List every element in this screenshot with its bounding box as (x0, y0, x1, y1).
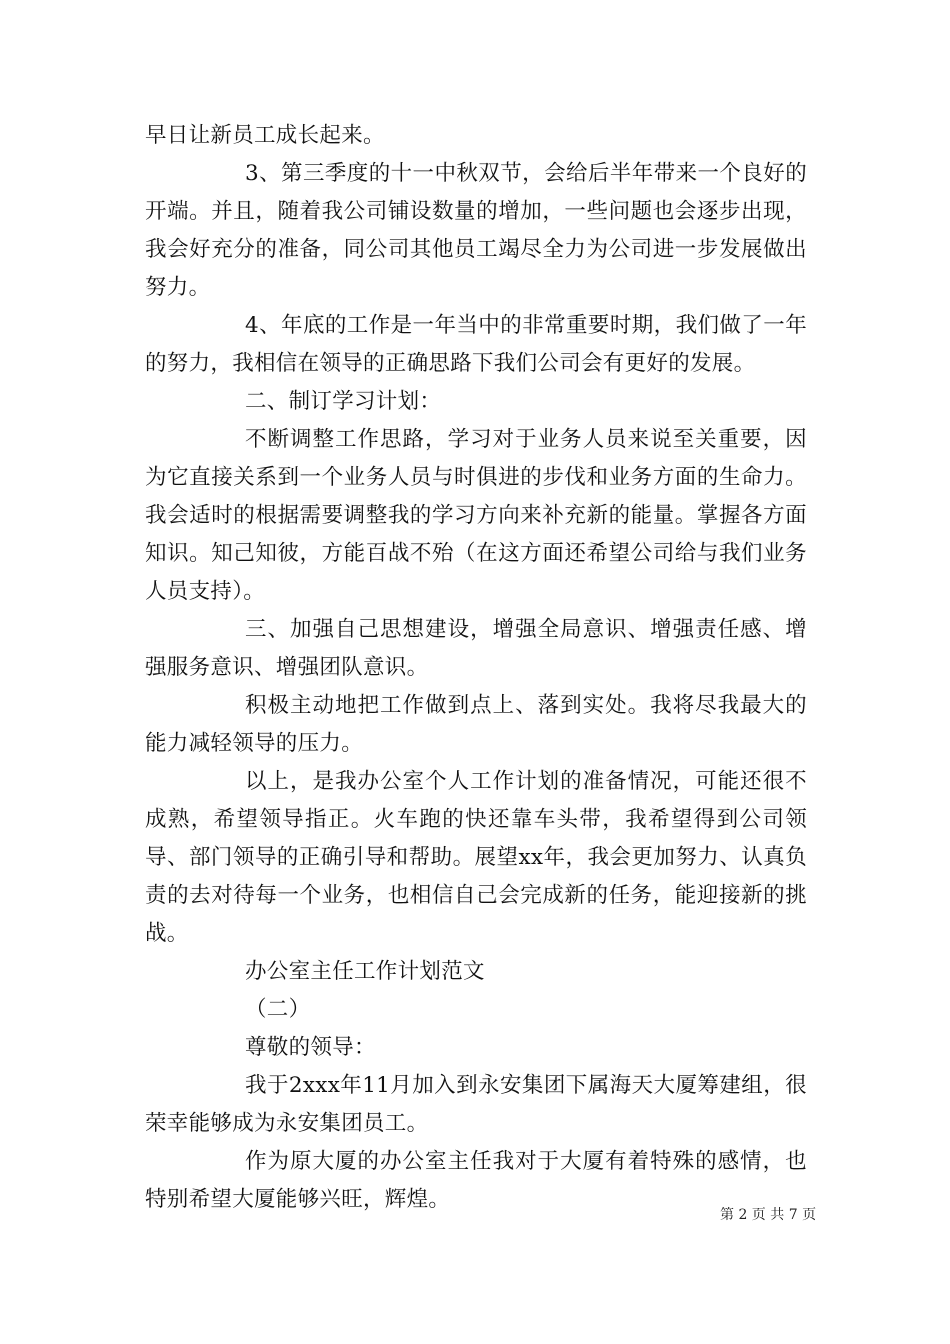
document-body (145, 117, 807, 1219)
paragraph-5: 不断调整工作思路，学习对于业务人员来说至关重要，因为它直接关系到一个业务人员与时俱进的步伐和业务方面的生命力。我会适时的根据需要调整我的学习方向来补充新的能量。掌握各方面知识。知己知彼，方能百战不殆（在这方面还希望公司给与我们业务人员支持）。 (145, 427, 807, 604)
paragraph-3: 4、年底的工作是一年当中的非常重要时期，我们做了一年的努力，我相信在领导的正确思路下我们公司会有更好的发展。 (145, 313, 807, 376)
section-heading-self-building: 三、加强自己思想建设，增强全局意识、增强责任感、增强服务意识、增强团队意识。 (145, 617, 807, 680)
sample-number: （二） (245, 997, 311, 1022)
paragraph-12: 我于2xxx年11月加入到永安集团下属海天大厦筹建组，很荣幸能够成为永安集团员工。 (145, 1073, 807, 1136)
page-number-footer: 第 2 页 共 7 页 (720, 1207, 817, 1223)
paragraph-13: 作为原大厦的办公室主任我对于大厦有着特殊的感情，也特别希望大厦能够兴旺，辉煌。 (145, 1149, 807, 1212)
paragraph-8: 以上，是我办公室个人工作计划的准备情况，可能还很不成熟，希望领导指正。火车跑的快还靠车头带，我希望得到公司领导、部门领导的正确引导和帮助。展望xx年，我会更加努力、认真负责的去对待每一个业务，也相信自己会完成新的任务，能迎接新的挑战。 (145, 769, 807, 946)
paragraph-1: 早日让新员工成长起来。 (145, 123, 385, 148)
sample-title: 办公室主任工作计划范文 (245, 959, 485, 984)
paragraph-7: 积极主动地把工作做到点上、落到实处。我将尽我最大的能力减轻领导的压力。 (145, 693, 807, 756)
salutation: 尊敬的领导： (245, 1035, 376, 1060)
paragraph-2: 3、第三季度的十一中秋双节，会给后半年带来一个良好的开端。并且，随着我公司铺设数量的增加，一些问题也会逐步出现，我会好充分的准备，同公司其他员工竭尽全力为公司进一步发展做出努力。 (145, 161, 807, 300)
section-heading-study-plan: 二、制订学习计划： (245, 389, 442, 414)
